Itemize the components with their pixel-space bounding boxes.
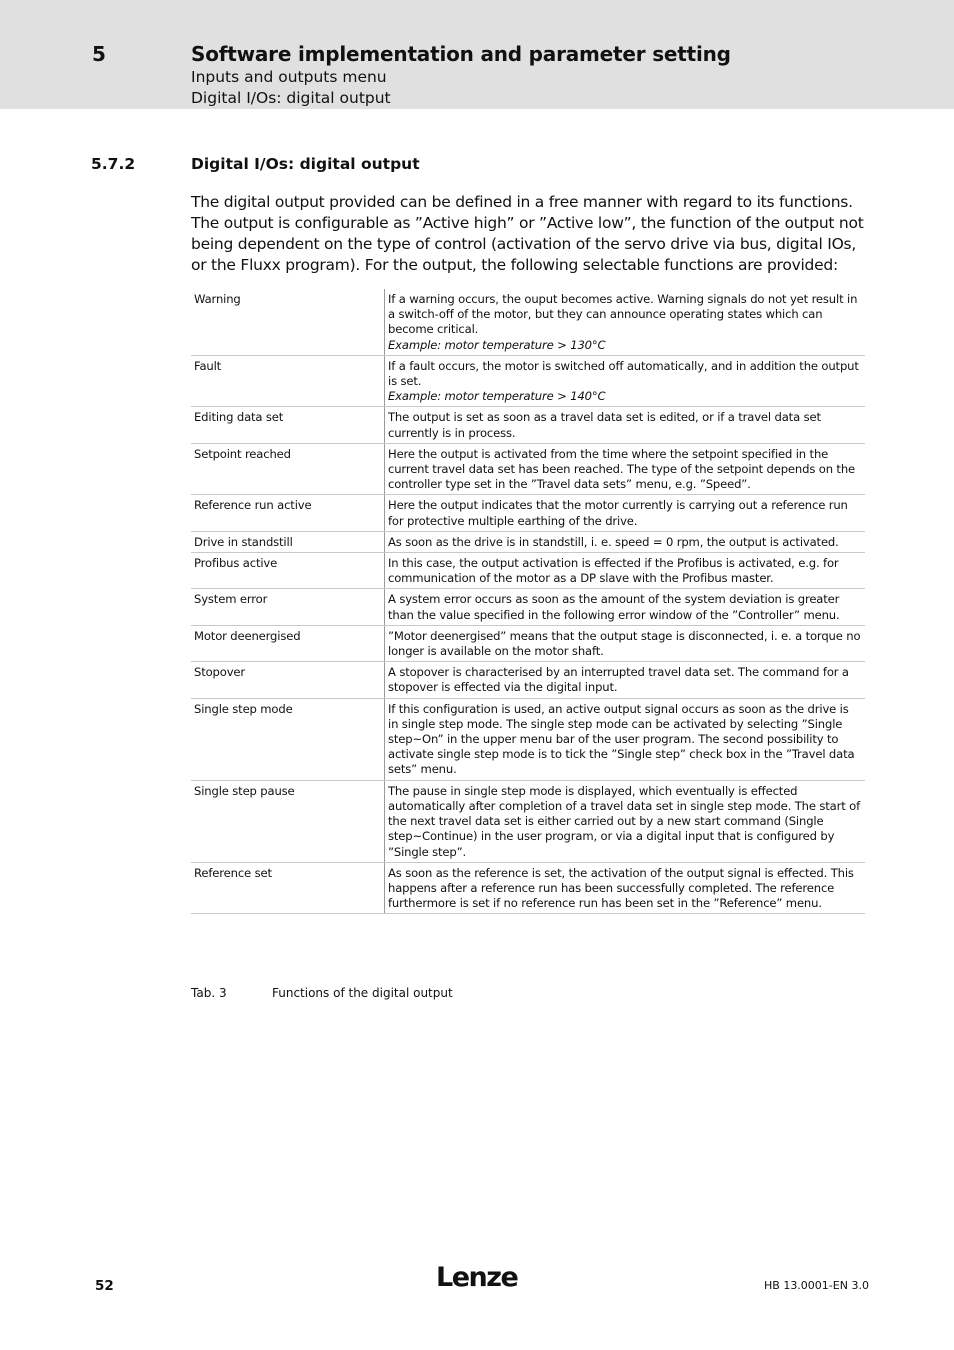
function-name: Fault [191, 355, 385, 407]
table-row [191, 407, 865, 443]
function-name: Setpoint reached [191, 443, 385, 495]
function-name: Profibus active [191, 553, 385, 589]
header-subtitle-section: Digital I/Os: digital output [191, 89, 391, 107]
chapter-title: Software implementation and parameter setting [191, 42, 731, 66]
function-description: ”Motor deenergised” means that the output stage is disconnected, i. e. a torque no longer is available on the motor shaft. [385, 625, 866, 661]
function-name: Single step mode [191, 698, 385, 780]
description-example: Example: motor temperature > 140°C [388, 389, 606, 404]
function-name: Warning [191, 289, 385, 355]
table-row [191, 443, 865, 495]
function-name: System error [191, 589, 385, 625]
table-row [191, 589, 865, 625]
function-description: As soon as the reference is set, the activation of the output signal is effected. This happens after a reference run has been successfully completed. The reference furthermore is set if no reference run has been set in the ”Reference” menu. [385, 862, 866, 914]
functions-table [191, 289, 865, 914]
intro-paragraph: The digital output provided can be defined in a free manner with regard to its functions. The output is configurable as ”Active high” or ”Active low”, the function of the output not being dependent on the type of control (activation of the servo drive via bus, digital IOs, or the Fluxx program). For the output, the following selectable functions are provided: [191, 193, 864, 274]
function-name: Motor deenergised [191, 625, 385, 661]
function-name: Reference run active [191, 495, 385, 531]
table-row [191, 780, 865, 862]
table-caption-text: Functions of the digital output [272, 986, 453, 1000]
table-row [191, 625, 865, 661]
function-description: In this case, the output activation is effected if the Profibus is activated, e.g. for communication of the motor as a DP slave with the Profibus master. [385, 553, 866, 589]
section-title: Digital I/Os: digital output [191, 155, 420, 173]
lenze-logo: Lenze [436, 1262, 518, 1293]
function-name: Reference set [191, 862, 385, 914]
table-row [191, 495, 865, 531]
function-description: Here the output is activated from the time where the setpoint specified in the current travel data set has been reached. The type of the setpoint depends on the controller type set in the ”Travel data sets” menu, e.g. ”Speed”. [385, 443, 866, 495]
table-row [191, 531, 865, 552]
description-example: Example: motor temperature > 130°C [388, 337, 606, 352]
function-description: The pause in single step mode is displayed, which eventually is effected automatically after completion of a travel data set in single step mode. The start of the next travel data set is either carried out by a new start command (Single step~Continue) in the user program, or via a digital input that is configured by ”Single step”. [385, 780, 866, 862]
section-number: 5.7.2 [91, 155, 136, 173]
function-description: As soon as the drive is in standstill, i. e. speed = 0 rpm, the output is activated. [385, 531, 866, 552]
table-row [191, 698, 865, 780]
page-number: 52 [95, 1278, 114, 1294]
function-name: Single step pause [191, 780, 385, 862]
table-caption-number: Tab. 3 [191, 986, 227, 1000]
function-name: Editing data set [191, 407, 385, 443]
function-description [385, 355, 866, 407]
function-name: Drive in standstill [191, 531, 385, 552]
function-description [385, 289, 866, 355]
table-row [191, 289, 865, 355]
description-text: If a warning occurs, the ouput becomes active. Warning signals do not yet result in a switch-off of the motor, but they can announce operating states which can become critical. [388, 292, 858, 337]
function-name: Stopover [191, 662, 385, 698]
table-row [191, 862, 865, 914]
chapter-number: 5 [92, 42, 106, 66]
header-subtitle-menu: Inputs and outputs menu [191, 68, 387, 86]
function-description: Here the output indicates that the motor currently is carrying out a reference run for protective multiple earthing of the drive. [385, 495, 866, 531]
document-id: HB 13.0001-EN 3.0 [764, 1279, 869, 1292]
function-description: A system error occurs as soon as the amount of the system deviation is greater than the value specified in the following error window of the ”Controller” menu. [385, 589, 866, 625]
table-row [191, 553, 865, 589]
description-text: If a fault occurs, the motor is switched off automatically, and in addition the output is set. [388, 358, 859, 389]
table-row [191, 662, 865, 698]
function-description: A stopover is characterised by an interrupted travel data set. The command for a stopover is effected via the digital input. [385, 662, 866, 698]
function-description: The output is set as soon as a travel data set is edited, or if a travel data set currently is in process. [385, 407, 866, 443]
table-row [191, 355, 865, 407]
function-description: If this configuration is used, an active output signal occurs as soon as the drive is in single step mode. The single step mode can be activated by selecting ”Single step~On” in the upper menu bar of the user program. The second possibility to activate single step mode is to tick the ”Single step” check box in the ”Travel data sets” menu. [385, 698, 866, 780]
